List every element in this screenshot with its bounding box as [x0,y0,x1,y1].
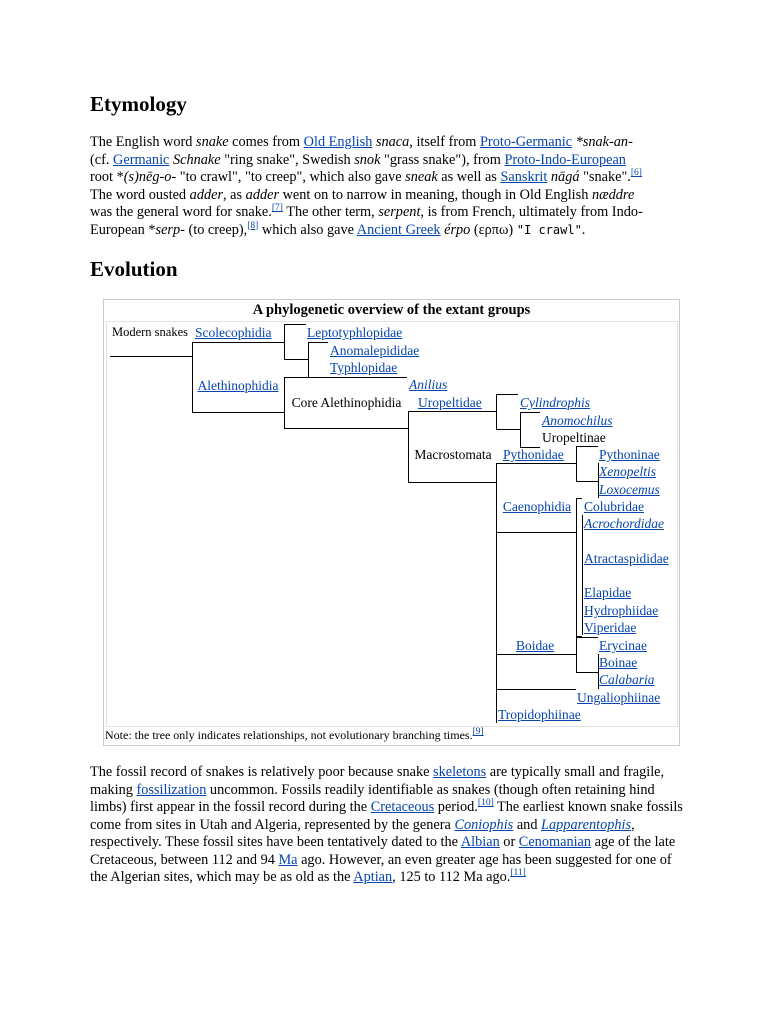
reference-9[interactable]: [9] [472,727,484,737]
taxon-xenopeltis[interactable]: Xenopeltis [599,464,656,479]
link-old-english[interactable]: Old English [303,134,373,150]
clade-modern-snakes: Modern snakes [111,325,189,339]
branch-erycinae [576,637,598,638]
link-skeletons[interactable]: skeletons [433,764,487,780]
taxon-anilius[interactable]: Anilius [409,377,448,392]
reference-11[interactable]: [11] [510,868,526,879]
branch-alethinophidia [192,412,284,413]
clade-scolecophidia[interactable]: Scolecophidia [195,325,272,340]
taxon-hydrophiidae[interactable]: Hydrophiidae [584,603,659,618]
branch-macro-inner [496,689,576,690]
branch-anomalep-typhlop [284,359,308,360]
evolution-paragraph: The fossil record of snakes is relatively poor because snake skeletons are typically small and fragile, making fossilization uncommon. Fossils readily identifiable as snakes (though often retaining hind limbs) first appear in the fossil record during the Cretaceous period.[10] The earliest known snake fossils come from sites in Utah and Algeria, represented by the genera Coniophis and Lapparentophis, respectively. These fossil sites have been tentatively dated to the Albian or Cenomanian age of the late Cretaceous, between 112 and 94 Ma ago. However, an even greater age has been suggested for one of the Algerian sites, which may be as old as the Aptian, 125 to 112 Ma ago.[11] [90,764,683,885]
clade-caenophidia[interactable]: Caenophidia [502,499,572,514]
branch-root-split [192,342,193,412]
link-proto-indo-european[interactable]: Proto-Indo-European [504,151,626,168]
branch-boinae-calabaria-split [598,654,599,689]
reference-8[interactable]: [8] [247,220,259,231]
reference-6[interactable]: [6] [630,168,642,179]
branch-core-alethinophidia [284,428,408,429]
branch-pythonidae-split [576,446,577,481]
branch-anomo-uropelt-split [520,412,521,447]
branch-core-split [408,411,409,482]
taxon-boidae[interactable]: Boidae [516,638,555,653]
taxon-pythoninae[interactable]: Pythoninae [599,447,660,462]
taxon-colubridae[interactable]: Colubridae [584,499,644,514]
taxon-leptotyphlopidae[interactable]: Leptotyphlopidae [307,325,403,340]
taxon-tropidophiinae[interactable]: Tropidophiinae [498,707,581,722]
taxon-uropeltidae[interactable]: Uropeltidae [418,395,482,410]
branch-colubroid-split [582,515,583,635]
taxon-ungaliophiinae[interactable]: Ungaliophiinae [577,690,661,705]
link-cenomanian[interactable]: Cenomanian [518,834,592,850]
taxon-anomalepididae[interactable]: Anomalepididae [330,343,420,358]
taxon-typhlopidae[interactable]: Typhlopidae [330,360,398,375]
branch-uropeltidae-split [496,394,497,429]
link-albian[interactable]: Albian [460,834,500,850]
link-sanskrit[interactable]: Sanskrit [500,169,548,185]
branch-root [110,356,192,357]
branch-boidae [496,654,576,655]
link-proto-germanic[interactable]: Proto-Germanic [479,134,573,150]
reference-7[interactable]: [7] [271,203,283,214]
branch-colubridae [576,498,582,499]
branch-pythoninae [576,446,598,447]
branch-uropeltidae [408,411,496,412]
link-ma[interactable]: Ma [278,851,298,868]
branch-pythonidae [496,463,576,464]
taxon-atractaspididae[interactable]: Atractaspididae [584,551,669,566]
taxon-pythonidae[interactable]: Pythonidae [503,447,564,462]
branch-scolecophidia [192,342,284,343]
branch-alethinophidia-split [284,377,285,428]
taxon-anomochilus[interactable]: Anomochilus [542,413,613,428]
taxon-loxocemus[interactable]: Loxocemus [599,482,660,497]
taxon-acrochordidae[interactable]: Acrochordidae [584,516,664,531]
branch-boidae-split [576,637,577,672]
taxon-calabaria[interactable]: Calabaria [599,672,655,687]
branch-caenophidia-split [576,498,577,636]
branch-macrostomata [408,482,496,483]
branch-cylindrophis [496,394,518,395]
link-cretaceous[interactable]: Cretaceous [370,799,435,815]
branch-anomo-uropelt [496,429,520,430]
phylogeny-caption: A phylogenetic overview of the extant groups [252,302,531,318]
branch-leptotyphlopidae [284,324,306,325]
branch-scolecophidia-split [284,324,285,359]
branch-anomalep-typhlop-split [308,342,309,377]
branch-uropeltinae [520,447,540,448]
taxon-uropeltinae: Uropeltinae [542,430,606,445]
taxon-cylindrophis[interactable]: Cylindrophis [520,395,591,410]
clade-alethinophidia[interactable]: Alethinophidia [197,378,279,393]
evolution-heading: Evolution [90,257,178,281]
phylogeny-note: Note: the tree only indicates relationships, not evolutionary branching times.[9] [105,727,484,742]
etymology-paragraph: The English word snake comes from Old English snaca, itself from Proto-Germanic *snak-an- (cf. Germanic Schnake "ring snake", Swedish snok "grass snake"), from Proto-Indo-European root *(s)nēg-o- "to crawl", "to creep", which also gave sneak as well as Sanskrit nāgá "snake".[6] The word ousted adder, as adder went on to narrow in meaning, though in Old English næddre was the general word for snake.[7] The other term, serpent, is from French, ultimately from Indo-European *serp- (to creep),[8] which also gave Ancient Greek érpo (ερπω) "I crawl". [90,134,643,238]
branch-macrostomata-split [496,463,497,723]
taxon-elapidae[interactable]: Elapidae [584,585,632,600]
link-germanic[interactable]: Germanic [113,151,170,168]
taxon-boinae[interactable]: Boinae [599,655,638,670]
link-fossilization[interactable]: fossilization [136,781,207,798]
clade-core-alethinophidia: Core Alethinophidia [291,395,402,410]
taxon-erycinae[interactable]: Erycinae [599,638,647,653]
link-ancient-greek[interactable]: Ancient Greek [356,221,441,238]
branch-caenophidia [496,532,576,533]
etymology-heading: Etymology [90,92,187,116]
link-aptian[interactable]: Aptian [353,869,393,885]
reference-10[interactable]: [10] [477,798,494,809]
branch-boinae-calabaria [576,672,598,673]
branch-xeno-loxo [576,481,598,482]
branch-anomalepididae [308,342,328,343]
clade-macrostomata: Macrostomata [414,447,492,462]
branch-xeno-loxo-split [598,463,599,498]
taxon-viperidae[interactable]: Viperidae [584,620,637,635]
branch-anomochilus [520,412,540,413]
link-lapparentophis[interactable]: Lapparentophis [541,816,632,833]
branch-anilius [284,377,407,378]
link-coniophis[interactable]: Coniophis [454,816,514,833]
